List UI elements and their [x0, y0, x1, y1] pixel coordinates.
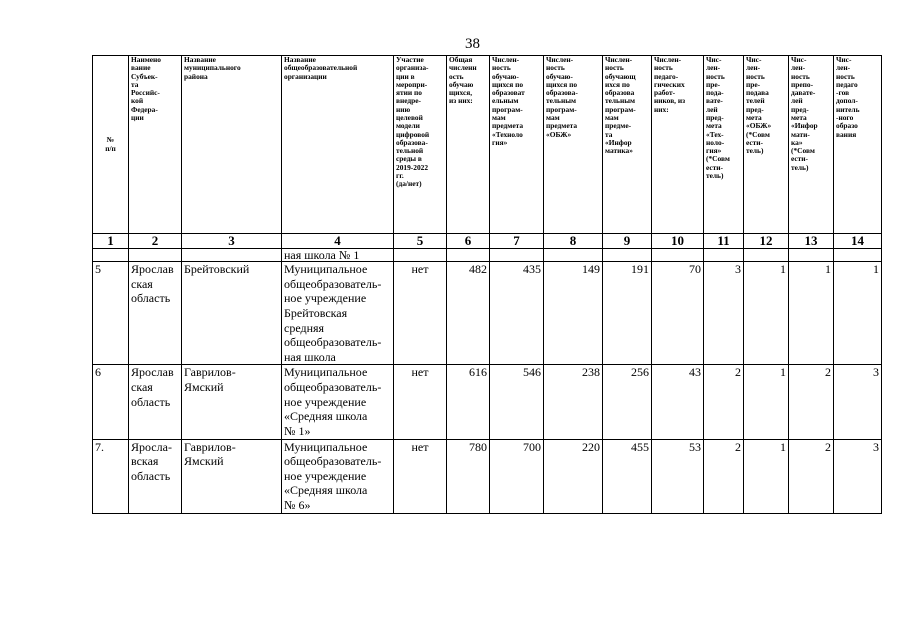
additional-teachers-cell: 3: [834, 365, 882, 439]
header-cell-additional-teachers: Чис- лен- ность педаго -гов допол- нитель -ного образо вания: [834, 56, 882, 234]
empty-cell: [652, 249, 704, 262]
column-number: 3: [182, 234, 282, 249]
column-number: 12: [744, 234, 789, 249]
continuation-text: ная школа № 1: [282, 249, 394, 262]
subject-cell: Ярослав ская область: [129, 365, 182, 439]
technology-students-cell: 700: [490, 439, 544, 513]
district-cell: Гаврилов- Ямский: [182, 365, 282, 439]
obzh-students-cell: 220: [544, 439, 603, 513]
participation-cell: нет: [394, 262, 447, 365]
column-number: 5: [394, 234, 447, 249]
informatics-teachers-cell: 2: [789, 439, 834, 513]
column-number-row: [93, 234, 882, 249]
empty-cell: [129, 249, 182, 262]
total-students-cell: 780: [447, 439, 490, 513]
district-cell: Гаврилов- Ямский: [182, 439, 282, 513]
organization-cell: Муниципальное общеобразователь- ное учреждение «Средняя школа № 6»: [282, 439, 394, 513]
column-number: 4: [282, 234, 394, 249]
teachers-cell: 43: [652, 365, 704, 439]
header-cell-obzh-teachers: Чис- лен- ность пре- подава телей пред- мета «ОБЖ» (*Совм ести- тель): [744, 56, 789, 234]
empty-cell: [544, 249, 603, 262]
continuation-row: [93, 249, 882, 262]
informatics-students-cell: 191: [603, 262, 652, 365]
informatics-teachers-cell: 2: [789, 365, 834, 439]
technology-teachers-cell: 2: [704, 365, 744, 439]
technology-students-cell: 435: [490, 262, 544, 365]
additional-teachers-cell: 3: [834, 439, 882, 513]
obzh-teachers-cell: 1: [744, 365, 789, 439]
column-number: 2: [129, 234, 182, 249]
teachers-cell: 53: [652, 439, 704, 513]
table-row: [93, 365, 882, 439]
informatics-teachers-cell: 1: [789, 262, 834, 365]
participation-cell: нет: [394, 365, 447, 439]
header-row: [93, 56, 882, 234]
header-cell-total-students: Общая численн ость обучаю щихся, из них:: [447, 56, 490, 234]
technology-teachers-cell: 3: [704, 262, 744, 365]
obzh-teachers-cell: 1: [744, 262, 789, 365]
data-table: [92, 55, 882, 514]
technology-teachers-cell: 2: [704, 439, 744, 513]
column-number: 1: [93, 234, 129, 249]
header-cell-technology-students: Числен- ность обучаю- щихся по образоват ельным програм- мам предмета «Техноло гия»: [490, 56, 544, 234]
row-number: 5: [93, 262, 129, 365]
header-cell-technology-teachers: Чис- лен- ность пре- пода- вате- лей пред- мета «Тех- ноло- гия» (*Совм ести- тель): [704, 56, 744, 234]
empty-cell: [744, 249, 789, 262]
empty-cell: [603, 249, 652, 262]
organization-cell: Муниципальное общеобразователь- ное учреждение «Средняя школа № 1»: [282, 365, 394, 439]
obzh-students-cell: 238: [544, 365, 603, 439]
header-cell-teachers: Числен- ность педаго- гических работ- ников, из них:: [652, 56, 704, 234]
column-number: 10: [652, 234, 704, 249]
empty-cell: [789, 249, 834, 262]
table-row: [93, 262, 882, 365]
column-number: 6: [447, 234, 490, 249]
participation-cell: нет: [394, 439, 447, 513]
empty-cell: [490, 249, 544, 262]
empty-cell: [93, 249, 129, 262]
column-number: 9: [603, 234, 652, 249]
header-cell-subject: Наимено вание Субъек- та Российс- кой Федера- ции: [129, 56, 182, 234]
row-number: 7.: [93, 439, 129, 513]
column-number: 8: [544, 234, 603, 249]
empty-cell: [704, 249, 744, 262]
technology-students-cell: 546: [490, 365, 544, 439]
subject-cell: Яросла- вская область: [129, 439, 182, 513]
header-cell-number: № п/п: [93, 56, 129, 234]
informatics-students-cell: 455: [603, 439, 652, 513]
column-number: 14: [834, 234, 882, 249]
header-cell-informatics-students: Числен- ность обучающ ихся по образова тельным програм- мам предме- та «Инфор матика»: [603, 56, 652, 234]
organization-cell: Муниципальное общеобразователь- ное учреждение Брейтовская средняя общеобразователь- ная школа: [282, 262, 394, 365]
district-cell: Брейтовский: [182, 262, 282, 365]
table-row: [93, 439, 882, 513]
header-cell-district: Название муниципального района: [182, 56, 282, 234]
teachers-cell: 70: [652, 262, 704, 365]
total-students-cell: 482: [447, 262, 490, 365]
additional-teachers-cell: 1: [834, 262, 882, 365]
empty-cell: [834, 249, 882, 262]
header-cell-organization: Название общеобразовательной организации: [282, 56, 394, 234]
total-students-cell: 616: [447, 365, 490, 439]
informatics-students-cell: 256: [603, 365, 652, 439]
column-number: 13: [789, 234, 834, 249]
column-number: 7: [490, 234, 544, 249]
header-cell-participation: Участие организа- ции в меропри- ятии по внедре- нию целевой модели цифровой образова- тельной среды в 2019-2022 гг. (да/нет): [394, 56, 447, 234]
column-number: 11: [704, 234, 744, 249]
subject-cell: Ярослав ская область: [129, 262, 182, 365]
empty-cell: [182, 249, 282, 262]
header-cell-informatics-teachers: Чис- лен- ность препо- давате- лей пред- мета «Инфор мати- ка» (*Совм ести- тель): [789, 56, 834, 234]
empty-cell: [447, 249, 490, 262]
header-cell-obzh-students: Числен- ность обучаю- щихся по образова- тельным програм- мам предмета «ОБЖ»: [544, 56, 603, 234]
page-number: 38: [465, 36, 480, 52]
empty-cell: [394, 249, 447, 262]
obzh-teachers-cell: 1: [744, 439, 789, 513]
row-number: 6: [93, 365, 129, 439]
obzh-students-cell: 149: [544, 262, 603, 365]
